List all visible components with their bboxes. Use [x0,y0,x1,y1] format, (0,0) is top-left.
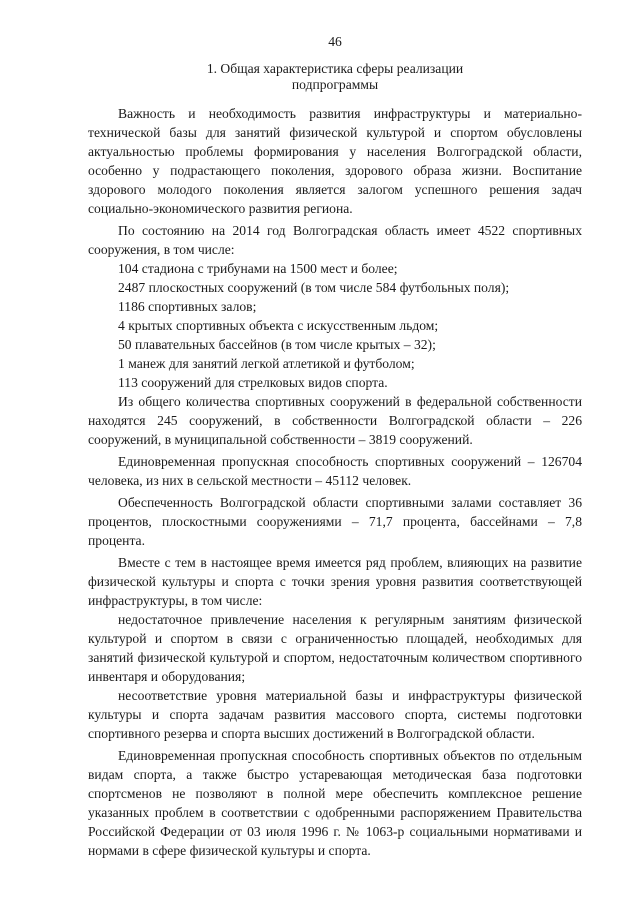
section-heading-line-1: 1. Общая характеристика сферы реализации [206,61,464,76]
list-item: 2487 плоскостных сооружений (в том числе 584 футбольных поля); [118,280,510,295]
list-item: 104 стадиона с трибунами на 1500 мест и более; [118,261,398,276]
list-item: 113 сооружений для стрелковых видов спорта. [118,375,388,390]
paragraph-conclusion: Единовременная пропускная способность спортивных объектов по отдельным видам спорта, а также быстро устаревающая методическая база подготовки спортсменов не позволяют в полной мере обеспечить комплексное решение указанных проблем в соответствии с одобренными распоряжением Правительства Российской Федерации от 03 июля 1996 г. № 1063-р социальными нормативами и нормами в сфере физической культуры и спорта. [88,748,582,858]
list-item: 1186 спортивных залов; [118,299,257,314]
section-heading [88,61,582,93]
paragraph-provision: Обеспеченность Волгоградской области спортивными залами составляет 36 процентов, плоскостными сооружениями – 71,7 процента, бассейнами – 7,8 процента. [88,495,582,548]
paragraph-problem-1: недостаточное привлечение населения к регулярным занятиям физической культурой и спортом в связи с ограниченностью площадей, необходимых для занятий физической культурой и спортом, недостаточным количеством спортивного инвентаря и оборудования; [88,612,582,684]
section-heading-line-2: подпрограммы [291,77,379,92]
paragraph-problems-intro: Вместе с тем в настоящее время имеется ряд проблем, влияющих на развитие физической культуры и спорта с точки зрения уровня развития соответствующей инфраструктуры, в том числе: [88,555,582,608]
paragraph-facilities-count: По состоянию на 2014 год Волгоградская область имеет 4522 спортивных сооружения, в том числе: [88,223,582,257]
page-number: 46 [328,34,342,49]
paragraph-problem-2: несоответствие уровня материальной базы и инфраструктуры физической культуры и спорта задачам развития массового спорта, системы подготовки спортивного резерва и спорта высших достижений в Волгоградской области. [88,688,582,741]
list-item: 1 манеж для занятий легкой атлетикой и футболом; [118,356,415,371]
paragraph-ownership: Из общего количества спортивных сооружений в федеральной собственности находятся 245 сооружений, в собственности Волгоградской области – 226 сооружений, в муниципальной собственности – 3819 сооружений. [88,394,582,447]
paragraph-importance: Важность и необходимость развития инфраструктуры и материально-технической базы для занятий физической культурой и спортом обусловлены актуальностью проблемы формирования у населения Волгоградской области, особенно у подрастающего поколения, здорового образа жизни. Воспитание здорового молодого поколения является залогом успешного решения задач социально-экономического развития региона. [88,106,582,216]
list-item: 50 плавательных бассейнов (в том числе крытых – 32); [118,337,436,352]
list-item: 4 крытых спортивных объекта с искусственным льдом; [118,318,439,333]
paragraph-capacity: Единовременная пропускная способность спортивных сооружений – 126704 человека, из них в сельской местности – 45112 человек. [88,454,582,488]
